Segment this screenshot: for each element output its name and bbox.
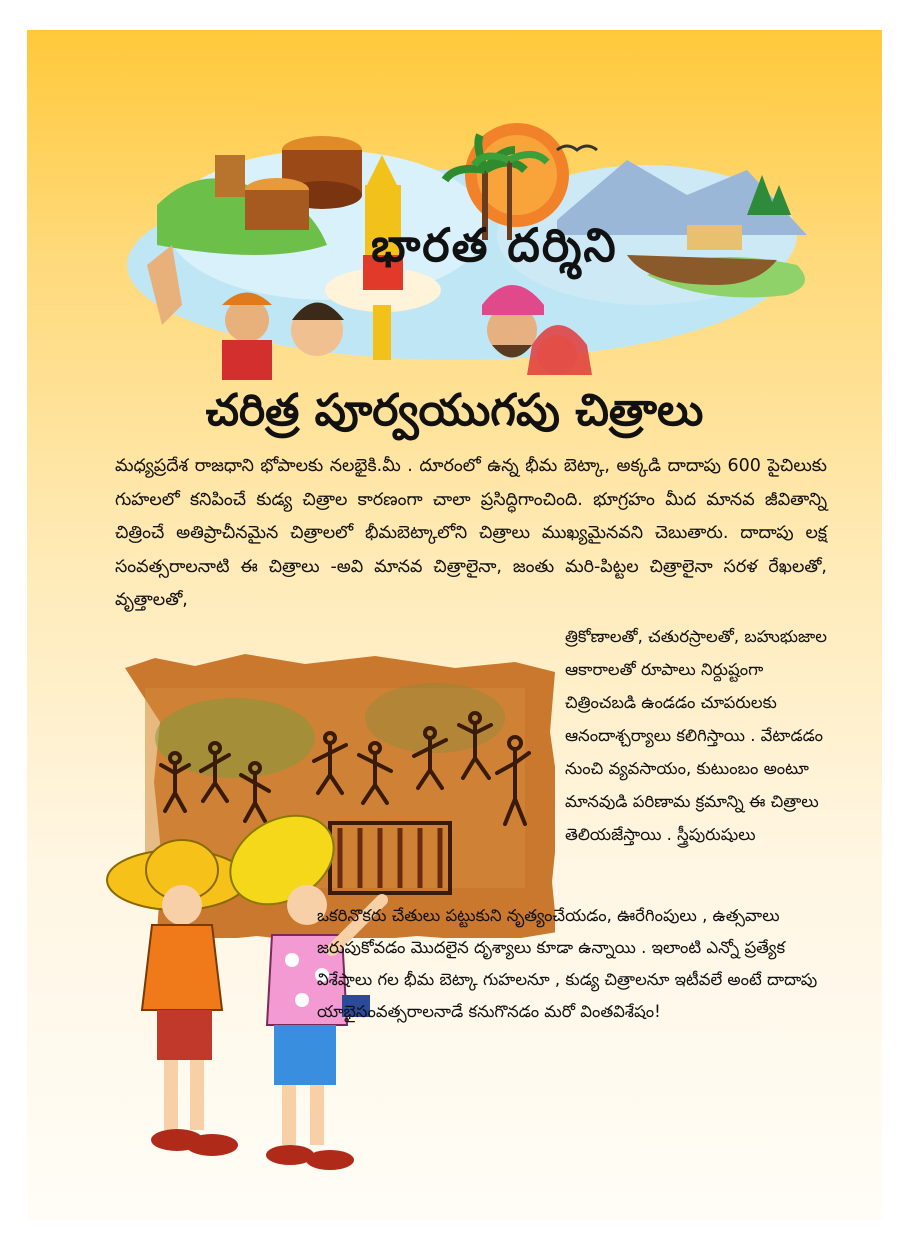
paragraph-intro xyxy=(115,450,827,618)
page xyxy=(27,30,882,1220)
paragraph-bottom-text: ఒకరినొకరు చేతులు పట్టుకుని నృత్యంచేయడం, ఊరేగింపులు , ఉత్సవాలు జరుపుకోవడం మొదలైన దృశ్యాలు కూడా ఉన్నాయి . ఇలాంటి ఎన్నో ప్రత్యేక విశేషాలు గల భీమ బెట్కా గుహలనూ , కుడ్య చిత్రాలనూ ఇటీవలే అంటే దాదాపు యాభైసంవత్సరాలనాడే కనుగొనడం మరో వింతవిశేషం! xyxy=(317,906,818,1021)
banner-title: భారత దర్శిని xyxy=(371,218,618,272)
page-title: చరిత్ర పూర్వయుగపు చిత్రాలు xyxy=(205,385,704,436)
banner-illustration xyxy=(127,115,817,405)
paragraph-right xyxy=(565,620,827,851)
paragraph-bottom xyxy=(317,900,829,1028)
paragraph-intro-text: మధ్యప్రదేశ రాజధాని భోపాలకు నలభైకి.మీ . దూరంలో ఉన్న భీమ బెట్కా, అక్కడి దాదాపు 600 పైచిలుకు గుహలలో కనిపించే కుడ్య చిత్రాల కారణంగా చాలా ప్రసిద్ధిగాంచింది. భూగ్రహం మీద మానవ జీవితాన్ని చిత్రించే అతిప్రాచీనమైన చిత్రాలలో భీమబెట్కాలోని చిత్రాలు ముఖ్యమైనవని చెబుతారు. దాదాపు లక్ష సంవత్సరాలనాటి ఈ చిత్రాలు -అవి మానవ చిత్రాలైనా, జంతు మరి-పిట్టల చిత్రాలైనా సరళ రేఖలతో, వృత్తాలతో, xyxy=(115,456,827,610)
paragraph-right-text: త్రికోణాలతో, చతురస్రాలతో, బహుభుజాల ఆకారాలతో రూపాలు నిర్దుష్టంగా చిత్రించబడి ఉండడం చూపరులకు ఆనందాశ్చర్యాలు కలిగిస్తాయి . వేటాడడం నుంచి వ్యవసాయం, కుటుంబం అంటూ మానవుడి పరిణామ క్రమాన్ని ఈ చిత్రాలు తెలియజేస్తాయి . స్త్రీపురుషులు xyxy=(565,627,827,844)
